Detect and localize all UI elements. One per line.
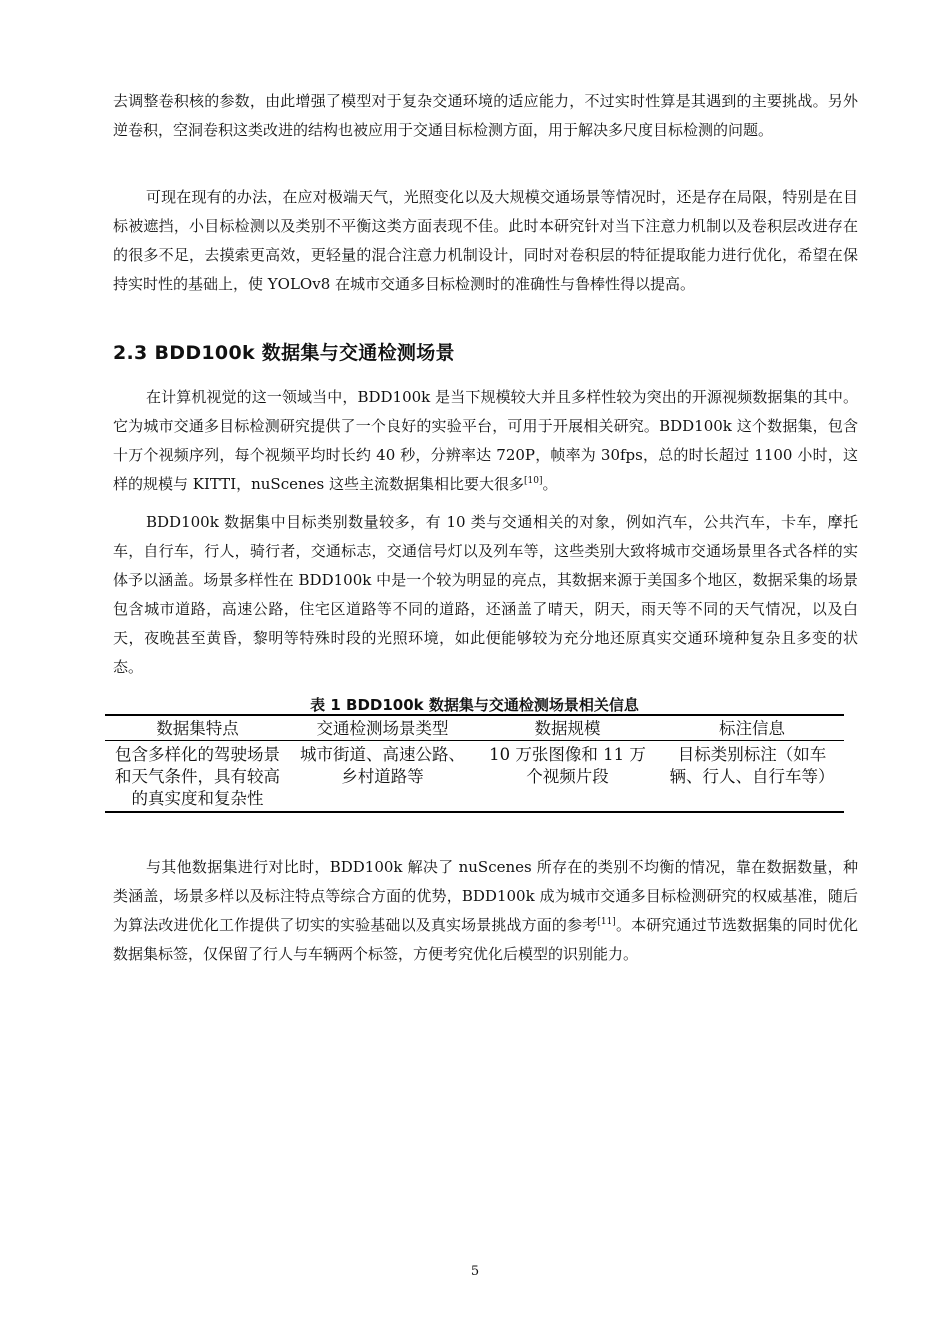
table-caption: 表 1 BDD100k 数据集与交通检测场景相关信息	[310, 696, 639, 714]
paragraph-bdd100k-intro-text: 在计算机视觉的这一领域当中，BDD100k 是当下规模较大并且多样性较为突出的开源视频数据集的其中。它为城市交通多目标检测研究提供了一个良好的实验平台，可用于开展相关研究。BDD100k 这个数据集，包含十万个视频序列，每个视频平均时长约 40 秒，分辨率达 720P，帧率为 30fps，总的时长超过 1100 小时，这样的规模与 KITTI，nuScenes 这些主流数据集相比要大很多	[113, 388, 858, 493]
paragraph-bdd100k-intro	[113, 383, 858, 499]
table-header-cell: 标注信息	[660, 715, 844, 741]
paragraph-dataset-comparison-tail: 。本研究通过节选数据集的同时优化数据集标签，仅保留了行人与车辆两个标签，方便考究优化后模型的识别能力。	[113, 916, 858, 963]
table-row	[105, 741, 844, 813]
citation-ref-11: [11]	[597, 917, 616, 927]
table-cell: 目标类别标注（如车辆、行人、自行车等）	[669, 745, 835, 786]
table-header-cell: 数据集特点	[105, 715, 290, 741]
table-cell: 城市街道、高速公路、乡村道路等	[300, 745, 465, 786]
paragraph-dataset-comparison-text: 与其他数据集进行对比时，BDD100k 解决了 nuScenes 所存在的类别不均衡的情况，靠在数据数量，种类涵盖，场景多样以及标注特点等综合方面的优势，BDD100k 成为城市交通多目标检测研究的权威基准，随后为算法改进优化工作提供了切实的实验基础以及真实场景挑战方面的参考	[113, 858, 858, 934]
page-number: 5	[470, 1264, 480, 1279]
paragraph-dataset-comparison	[113, 853, 858, 969]
table-cell: 10 万张图像和 11 万个视频片段	[489, 745, 646, 786]
paragraph-cnn-challenges: 去调整卷积核的参数，由此增强了模型对于复杂交通环境的适应能力，不过实时性算是其遇到的主要挑战。另外逆卷积，空洞卷积这类改进的结构也被应用于交通目标检测方面，用于解决多尺度目标检测的问题。	[113, 92, 858, 139]
paragraph-bdd100k-intro-tail: 。	[542, 475, 558, 493]
citation-ref-10: [10]	[524, 476, 543, 486]
table-header-cell: 交通检测场景类型	[290, 715, 475, 741]
table-cell: 包含多样化的驾驶场景和天气条件，具有较高的真实度和复杂性	[115, 745, 280, 808]
table-header-row	[105, 715, 844, 741]
dataset-info-table	[105, 714, 844, 813]
paragraph-existing-limits: 可现在现有的办法，在应对极端天气，光照变化以及大规模交通场景等情况时，还是存在局限，特别是在目标被遮挡，小目标检测以及类别不平衡这类方面表现不佳。此时本研究针对当下注意力机制以及卷积层改进存在的很多不足，去摸索更高效，更轻量的混合注意力机制设计，同时对卷积层的特征提取能力进行优化，希望在保持实时性的基础上，使 YOLOv8 在城市交通多目标检测时的准确性与鲁棒性得以提高。	[113, 188, 858, 293]
table-header-cell: 数据规模	[475, 715, 660, 741]
paragraph-bdd100k-classes: BDD100k 数据集中目标类别数量较多，有 10 类与交通相关的对象，例如汽车，公共汽车，卡车，摩托车，自行车，行人，骑行者，交通标志，交通信号灯以及列车等，这些类别大致将城市交通场景里各式各样的实体予以涵盖。场景多样性在 BDD100k 中是一个较为明显的亮点，其数据来源于美国多个地区，数据采集的场景包含城市道路，高速公路，住宅区道路等不同的道路，还涵盖了晴天，阴天，雨天等不同的天气情况，以及白天，夜晚甚至黄昏，黎明等特殊时段的光照环境，如此便能够较为充分地还原真实交通环境种复杂且多变的状态。	[113, 513, 858, 676]
section-heading: 2.3 BDD100k 数据集与交通检测场景	[113, 342, 455, 364]
